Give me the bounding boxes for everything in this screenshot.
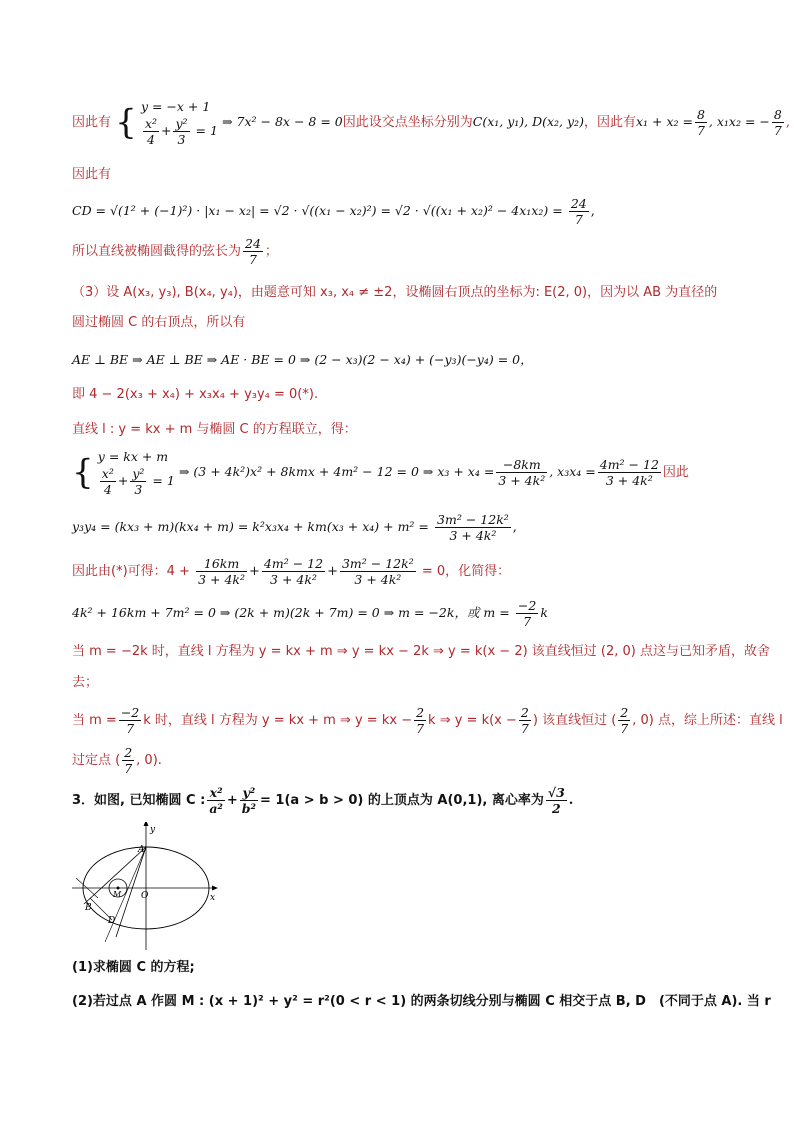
fixed-point-end: , 0). — [136, 753, 162, 768]
fraction-y2-b2: $\frac{\text{y²}}{\text{b²}}$ — [241, 785, 257, 816]
fraction-24-7: $\frac{24}{7}$ — [570, 196, 587, 227]
text-chord-conclusion: 所以直线被椭圆截得的弦长为 — [72, 244, 242, 259]
combined-quadratic: ⇒ (3 + 4k²)x² + 8kmx + 4m² − 12 = 0 ⇒ x₃ + x₄ = — [178, 464, 495, 479]
points-cd: C(x₁, y₁), D(x₂, y₂) — [472, 114, 584, 129]
fraction-y3y4: $\frac{\text{3m² − 12k²}}{\text{3 + 4k²}}$ — [437, 512, 509, 543]
line-l-intro: 直线 l : y = kx + m 与椭圆 C 的方程联立，得： — [72, 422, 357, 437]
text-therefore-2: 因此 — [662, 465, 689, 480]
question-3-part-2: (2)若过点 A 作圆 M : (x + 1)² + y² = r²(0 < r < 1) 的两条切线分别与椭圆 C 相交于点 B, D (不同于点 A). 当 r — [72, 994, 771, 1009]
fraction-x2-4: $\frac{\text{x²}}{4}$ — [144, 116, 157, 147]
star-equation-line: 即 4 − 2(x₃ + x₄) + x₃x₄ + y₃y₄ = 0(*). — [72, 387, 319, 402]
text-prefix: 因此有 — [72, 115, 112, 130]
q3-end: . — [568, 793, 574, 808]
text-therefore: ，因此有 — [583, 115, 636, 130]
label-m: M — [113, 890, 122, 899]
fraction-sum-x: $\frac{-8km}{\text{3 + 4k²}}$ — [498, 457, 546, 488]
q3-mid: = 1(a > b > 0) 的上顶点为 A(0,1), 离心率为 — [260, 793, 544, 808]
fixed-point-start: 过定点 ( — [72, 753, 121, 768]
system-eq-2-tail: = 1 — [195, 123, 218, 138]
fraction-2-7-c: $\frac{2}{7}$ — [620, 705, 629, 736]
fraction-x2-a2: $\frac{\text{x²}}{\text{a²}}$ — [209, 785, 223, 816]
text-from-star: 因此由(*)可得：4 + — [72, 564, 190, 579]
case2-mid2: k ⇒ y = k(x − — [428, 713, 517, 728]
q3-start: 3．如图, 已知椭圆 C : — [72, 793, 206, 808]
case2-mid3: ) 该直线恒过 ( — [532, 713, 617, 728]
part3-line-2: 圆过椭圆 C 的右顶点，所以有 — [72, 315, 246, 330]
fraction-sqrt3-2: $\frac{√3}{2}$ — [547, 785, 565, 816]
label-b: B — [85, 903, 92, 913]
label-y: y — [150, 825, 156, 835]
solution-line-2: 因此有 — [72, 167, 112, 182]
fraction-24-7-b: $\frac{24}{7}$ — [245, 236, 261, 267]
factor-formula: 4k² + 16km + 7m² = 0 ⇒ (2k + m)(2k + 7m) = 0 ⇒ m = −2k，或 m = — [72, 605, 510, 620]
case2-mid: k 时，直线 l 方程为 y = kx + m ⇒ y = kx − — [143, 713, 413, 728]
label-o: O — [141, 891, 149, 901]
question-3-part-1: (1)求椭圆 C 的方程; — [72, 960, 195, 975]
fraction-3m: $\frac{\text{3m² − 12k²}}{\text{3 + 4k²}}$ — [341, 556, 414, 587]
fraction-16km: $\frac{16km}{\text{3 + 4k²}}$ — [198, 556, 246, 587]
y3y4-formula: y₃y₄ = (kx₃ + m)(kx₄ + m) = k²x₃x₄ + km(x₃ + x₄) + m² = — [72, 519, 429, 534]
quadratic-equation: ⇒ 7x² − 8x − 8 = 0 — [222, 114, 343, 129]
case2-line — [72, 705, 783, 743]
text-intersection: 因此设交点坐标分别为 — [342, 115, 473, 130]
fraction-y2-3-b: $\frac{\text{y²}}{3}$ — [132, 466, 145, 497]
chord-length-line: CD = √(1² + (−1)²) · |x₁ − x₂| = √2 · √((x₁ − x₂)²) = √2 · √((x₁ + x₂)² − 4x₁x₂) = $\frac{24}{7}$ , — [72, 196, 595, 227]
y-axis-arrow — [144, 822, 149, 826]
fixed-point-line — [72, 745, 734, 781]
system-eq-2-tail-b: = 1 — [152, 473, 175, 488]
case1-line-end: 去； — [72, 675, 99, 690]
fraction-2-7-d: $\frac{2}{7}$ — [124, 745, 133, 776]
part3-line-1: （3）设 A(x₃, y₃), B(x₄, y₄)，由题意可知 x₃, x₄ ≠ ±2，设椭圆右顶点的坐标为: E(2, 0)，因为以 AB 为直径的 — [72, 285, 718, 300]
perpendicular-line: AE ⊥ BE ⇒ AE ⊥ BE ⇒ AE · BE = 0 ⇒ (2 − x₃)(2 − x₄) + (−y₃)(−y₄) = 0， — [72, 352, 533, 367]
fraction-8-7: $\frac{8}{7}$ — [696, 107, 705, 138]
sum-roots: x₁ + x₂ = — [635, 114, 693, 129]
ellipse-figure — [72, 822, 232, 957]
label-x: x — [210, 893, 216, 903]
chord-conclusion-line: 所以直线被椭圆截得的弦长为 $\frac{24}{7}$ ； — [72, 236, 278, 267]
extended-line — [105, 847, 146, 942]
fraction-x2-4-b: $\frac{\text{x²}}{4}$ — [101, 466, 114, 497]
system-line-2: { y = kx + m $\frac{\text{x²}}{4}$ + $\frac{\text{y²}}{3}$ = 1 ⇒ (3 + 4k²)x² + 8kmx + 4m² − 12 = 0 ⇒ x₃ + x₄ = $\frac{-8km}{\text{3 + 4k²}}$ , x₃x₄ = $\frac{\text{4m² − 12}}{\text{3 + 4k²}}$ 因此 — [72, 449, 689, 497]
fraction-product-x: $\frac{\text{4m² − 12}}{\text{3 + 4k²}}$ — [599, 457, 659, 488]
product-roots: , x₁x₂ = − — [708, 114, 770, 129]
fraction-4m: $\frac{\text{4m² − 12}}{\text{3 + 4k²}}$ — [263, 556, 324, 587]
fraction-y2-3: $\frac{\text{y²}}{3}$ — [175, 116, 188, 147]
label-a: A — [138, 845, 145, 855]
question-3-stem: 3．如图, 已知椭圆 C : $\frac{\text{x²}}{\text{a²}}$ + $\frac{\text{y²}}{\text{b²}}$ = 1(a > b > 0) 的上顶点为 A(0,1), 离心率为 $\frac{√3}{2}$ . — [72, 785, 574, 816]
case2-end: , 0) 点，综上所述：直线 l — [632, 713, 783, 728]
fraction-neg2-7: $\frac{-2}{7}$ — [517, 598, 537, 629]
y3y4-line: y₃y₄ = (kx₃ + m)(kx₄ + m) = k²x₃x₄ + km(x₃ + x₄) + m² = $\frac{\text{3m² − 12k²}}{\text{3 + 4k²}}$ , — [72, 512, 517, 543]
case1-line: 当 m = −2k 时，直线 l 方程为 y = kx + m ⇒ y = kx − 2k ⇒ y = k(x − 2) 该直线恒过 (2, 0) 点这与已知矛盾，故舍 — [72, 644, 771, 659]
solution-line-system-1: 因此有 { y = −x + 1 $\frac{\text{x²}}{4}$ + $\frac{\text{y²}}{3}$ = 1 ⇒ 7x² − 8x − 8 = 0因此设交点坐标分别为C(x₁, y₁), D(x₂, y₂)，因此有x₁ + x₂ = $\frac{8}{7}$ , x₁x₂ = − $\frac{8}{7}$ , — [72, 99, 790, 147]
x-axis-arrow — [212, 886, 218, 891]
text-simplify: = 0，化简得： — [421, 564, 511, 579]
label-d: D — [108, 916, 116, 926]
factor-line: 4k² + 16km + 7m² = 0 ⇒ (2k + m)(2k + 7m) = 0 ⇒ m = −2k，或 m = $\frac{-2}{7}$ k — [72, 598, 548, 629]
simplify-line: 因此由(*)可得：4 + $\frac{16km}{\text{3 + 4k²}}$ + $\frac{\text{4m² − 12}}{\text{3 + 4k²}}$ + $\frac{\text{3m² − 12k²}}{\text{3 + 4k²}}$ = 0，化简得： — [72, 556, 511, 587]
line-equation: y = kx + m — [97, 449, 169, 464]
chord-length-formula: CD = √(1² + (−1)²) · |x₁ − x₂| = √2 · √((x₁ − x₂)²) = √2 · √((x₁ + x₂)² − 4x₁x₂) = — [72, 203, 563, 218]
fraction-2-7-a: $\frac{2}{7}$ — [416, 705, 425, 736]
fraction-neg2-7-b: $\frac{-2}{7}$ — [120, 705, 140, 736]
system-eq-1: y = −x + 1 — [140, 99, 211, 114]
case2-start: 当 m = — [72, 713, 117, 728]
fraction-2-7-b: $\frac{2}{7}$ — [520, 705, 529, 736]
fraction-8-7-b: $\frac{8}{7}$ — [773, 107, 782, 138]
